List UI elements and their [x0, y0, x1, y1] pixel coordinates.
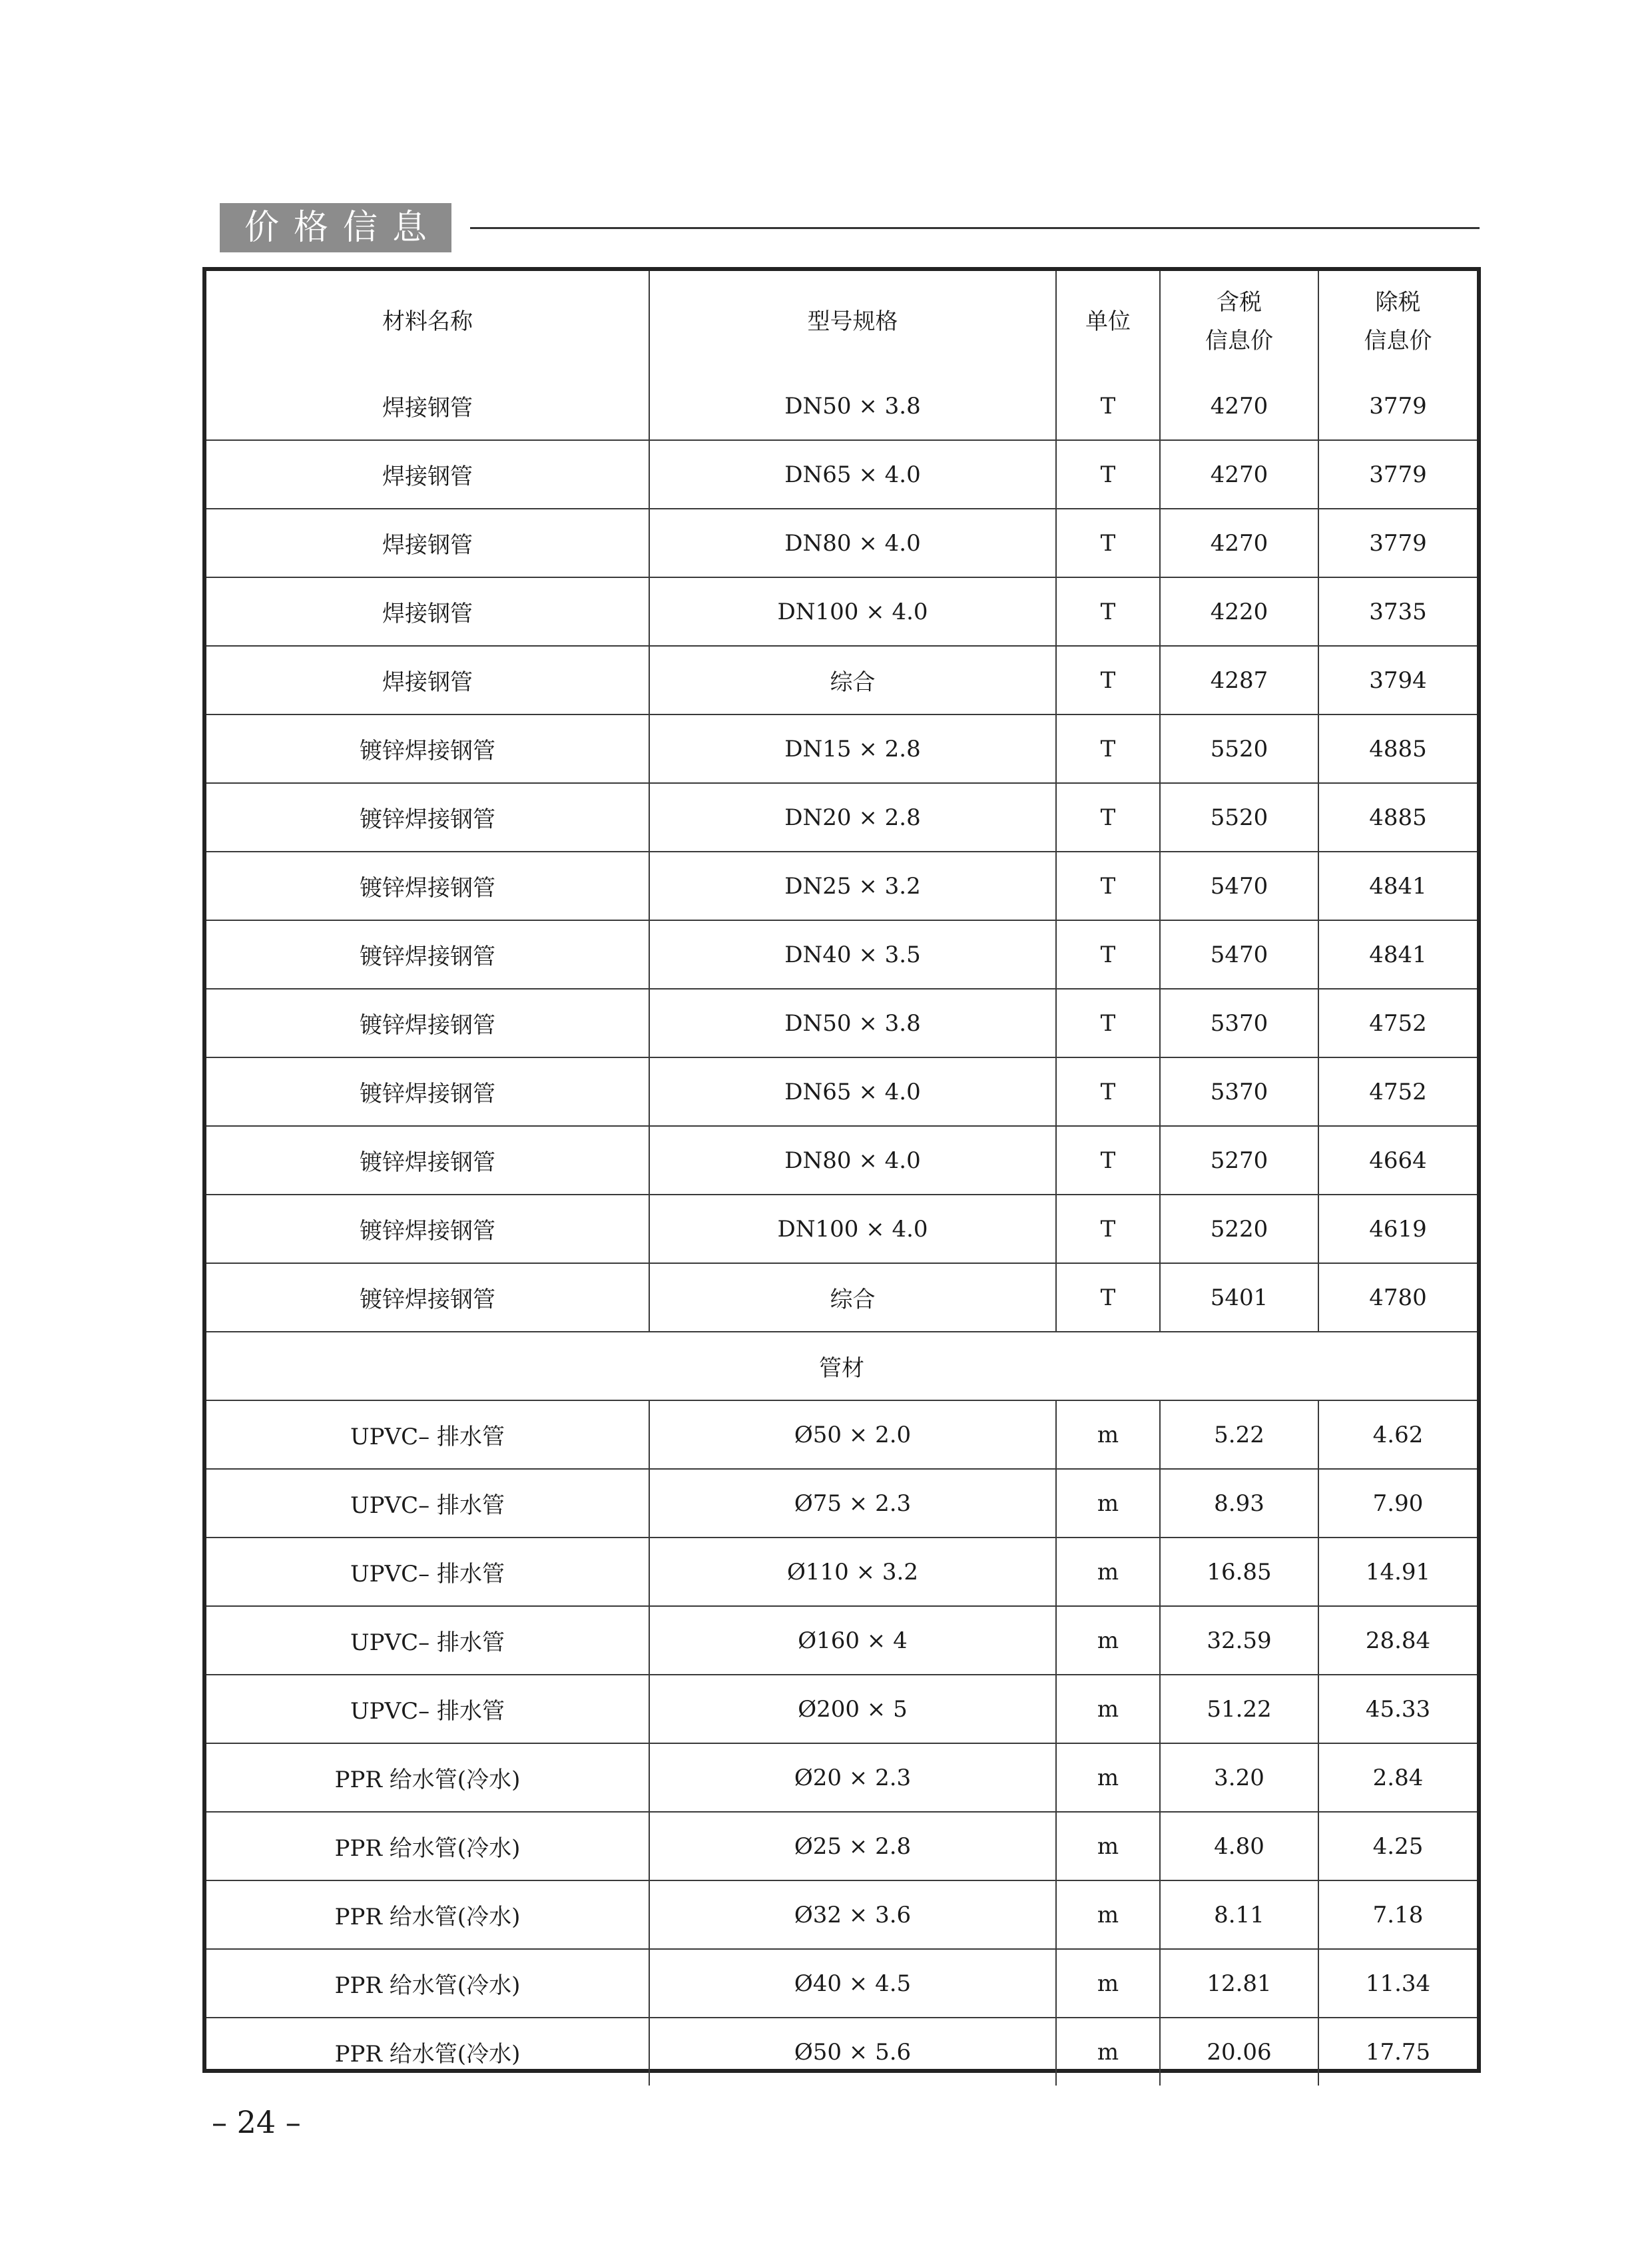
cell-name: 焊接钢管: [206, 440, 649, 509]
cell-taxed: 8.93: [1160, 1469, 1318, 1538]
cell-spec: Ø110 × 3.2: [649, 1538, 1056, 1606]
table-body: [206, 372, 1477, 2086]
cell-name: 焊接钢管: [206, 372, 649, 440]
cell-untaxed: 4841: [1318, 920, 1477, 989]
column-header-taxed-line2: 信息价: [1205, 328, 1273, 354]
cell-untaxed: 14.91: [1318, 1538, 1477, 1606]
cell-unit: T: [1056, 440, 1160, 509]
cell-unit: T: [1056, 646, 1160, 714]
table-row: [206, 509, 1477, 577]
cell-taxed: 4270: [1160, 372, 1318, 440]
cell-unit: m: [1056, 1606, 1160, 1675]
cell-untaxed: 3779: [1318, 440, 1477, 509]
cell-untaxed: 4752: [1318, 989, 1477, 1057]
table-row: [206, 1675, 1477, 1743]
cell-name: PPR 给水管(冷水): [206, 1949, 649, 2018]
cell-spec: DN20 × 2.8: [649, 783, 1056, 852]
cell-spec: Ø50 × 2.0: [649, 1400, 1056, 1469]
cell-spec: Ø50 × 5.6: [649, 2018, 1056, 2086]
table-row: [206, 1606, 1477, 1675]
cell-spec: DN100 × 4.0: [649, 1195, 1056, 1263]
price-table: [206, 271, 1477, 2086]
section-header: [220, 203, 1480, 252]
cell-spec: Ø32 × 3.6: [649, 1880, 1056, 1949]
cell-name: 镀锌焊接钢管: [206, 1126, 649, 1195]
table-row: [206, 1195, 1477, 1263]
cell-untaxed: 3779: [1318, 372, 1477, 440]
cell-taxed: 5470: [1160, 920, 1318, 989]
cell-unit: T: [1056, 714, 1160, 783]
table-row: [206, 646, 1477, 714]
cell-taxed: 5270: [1160, 1126, 1318, 1195]
cell-name: UPVC– 排水管: [206, 1469, 649, 1538]
cell-spec: Ø25 × 2.8: [649, 1812, 1056, 1880]
cell-taxed: 5401: [1160, 1263, 1318, 1332]
cell-taxed: 12.81: [1160, 1949, 1318, 2018]
cell-unit: T: [1056, 1195, 1160, 1263]
cell-unit: T: [1056, 577, 1160, 646]
cell-untaxed: 45.33: [1318, 1675, 1477, 1743]
cell-taxed: 16.85: [1160, 1538, 1318, 1606]
cell-spec: DN15 × 2.8: [649, 714, 1056, 783]
cell-unit: T: [1056, 783, 1160, 852]
cell-name: PPR 给水管(冷水): [206, 1880, 649, 1949]
cell-name: 焊接钢管: [206, 577, 649, 646]
cell-taxed: 3.20: [1160, 1743, 1318, 1812]
cell-name: PPR 给水管(冷水): [206, 1743, 649, 1812]
cell-spec: Ø200 × 5: [649, 1675, 1056, 1743]
cell-taxed: 20.06: [1160, 2018, 1318, 2086]
column-header-untaxed-price: [1318, 271, 1477, 372]
cell-untaxed: 28.84: [1318, 1606, 1477, 1675]
cell-untaxed: 4619: [1318, 1195, 1477, 1263]
cell-spec: DN40 × 3.5: [649, 920, 1056, 989]
cell-unit: T: [1056, 1263, 1160, 1332]
cell-taxed: 5.22: [1160, 1400, 1318, 1469]
cell-spec: Ø20 × 2.3: [649, 1743, 1056, 1812]
section-label: 管材: [206, 1332, 1477, 1400]
cell-spec: Ø160 × 4: [649, 1606, 1056, 1675]
cell-spec: 综合: [649, 646, 1056, 714]
table-row: [206, 1469, 1477, 1538]
cell-taxed: 5220: [1160, 1195, 1318, 1263]
cell-name: 镀锌焊接钢管: [206, 852, 649, 920]
cell-untaxed: 4885: [1318, 783, 1477, 852]
table-row: [206, 714, 1477, 783]
cell-taxed: 32.59: [1160, 1606, 1318, 1675]
cell-name: 焊接钢管: [206, 646, 649, 714]
cell-unit: m: [1056, 1675, 1160, 1743]
table-row: [206, 1880, 1477, 1949]
table-row: [206, 1949, 1477, 2018]
cell-name: 焊接钢管: [206, 509, 649, 577]
cell-untaxed: 7.18: [1318, 1880, 1477, 1949]
column-header-untaxed-line2: 信息价: [1364, 328, 1432, 354]
cell-unit: m: [1056, 1949, 1160, 2018]
price-table-frame: [202, 267, 1481, 2073]
cell-taxed: 4220: [1160, 577, 1318, 646]
cell-name: 镀锌焊接钢管: [206, 920, 649, 989]
cell-spec: Ø40 × 4.5: [649, 1949, 1056, 2018]
cell-taxed: 5470: [1160, 852, 1318, 920]
cell-untaxed: 4.62: [1318, 1400, 1477, 1469]
cell-taxed: 4.80: [1160, 1812, 1318, 1880]
cell-spec: DN50 × 3.8: [649, 989, 1056, 1057]
cell-taxed: 5520: [1160, 714, 1318, 783]
cell-taxed: 5520: [1160, 783, 1318, 852]
page-number: – 24 –: [212, 2104, 301, 2140]
cell-untaxed: 3794: [1318, 646, 1477, 714]
cell-untaxed: 4752: [1318, 1057, 1477, 1126]
cell-unit: m: [1056, 2018, 1160, 2086]
cell-untaxed: 4780: [1318, 1263, 1477, 1332]
cell-untaxed: 17.75: [1318, 2018, 1477, 2086]
cell-name: PPR 给水管(冷水): [206, 2018, 649, 2086]
table-row: [206, 1812, 1477, 1880]
cell-unit: m: [1056, 1538, 1160, 1606]
table-row: [206, 1538, 1477, 1606]
cell-untaxed: 3779: [1318, 509, 1477, 577]
cell-spec: Ø75 × 2.3: [649, 1469, 1056, 1538]
cell-name: 镀锌焊接钢管: [206, 989, 649, 1057]
cell-spec: DN25 × 3.2: [649, 852, 1056, 920]
cell-spec: DN100 × 4.0: [649, 577, 1056, 646]
cell-untaxed: 4841: [1318, 852, 1477, 920]
cell-unit: T: [1056, 509, 1160, 577]
cell-unit: T: [1056, 1126, 1160, 1195]
cell-unit: m: [1056, 1469, 1160, 1538]
column-header-unit: 单位: [1056, 271, 1160, 372]
cell-name: UPVC– 排水管: [206, 1400, 649, 1469]
table-row: [206, 1126, 1477, 1195]
cell-spec: DN65 × 4.0: [649, 1057, 1056, 1126]
header-rule: [470, 227, 1480, 229]
cell-name: UPVC– 排水管: [206, 1675, 649, 1743]
column-header-taxed-line1: 含税: [1217, 289, 1262, 316]
cell-untaxed: 4885: [1318, 714, 1477, 783]
cell-name: 镀锌焊接钢管: [206, 714, 649, 783]
cell-taxed: 5370: [1160, 1057, 1318, 1126]
column-header-spec: 型号规格: [649, 271, 1056, 372]
cell-name: UPVC– 排水管: [206, 1606, 649, 1675]
cell-spec: DN65 × 4.0: [649, 440, 1056, 509]
cell-spec: DN80 × 4.0: [649, 509, 1056, 577]
table-row: [206, 989, 1477, 1057]
table-header-row: [206, 271, 1477, 372]
cell-spec: DN80 × 4.0: [649, 1126, 1056, 1195]
cell-taxed: 4270: [1160, 509, 1318, 577]
cell-taxed: 8.11: [1160, 1880, 1318, 1949]
table-row: [206, 852, 1477, 920]
section-row: [206, 1332, 1477, 1400]
cell-name: UPVC– 排水管: [206, 1538, 649, 1606]
column-header-taxed-price: [1160, 271, 1318, 372]
cell-untaxed: 3735: [1318, 577, 1477, 646]
cell-unit: T: [1056, 852, 1160, 920]
cell-name: 镀锌焊接钢管: [206, 1263, 649, 1332]
table-row: [206, 920, 1477, 989]
cell-name: PPR 给水管(冷水): [206, 1812, 649, 1880]
table-row: [206, 577, 1477, 646]
cell-unit: m: [1056, 1400, 1160, 1469]
cell-unit: T: [1056, 920, 1160, 989]
table-row: [206, 372, 1477, 440]
table-row: [206, 1400, 1477, 1469]
table-row: [206, 1263, 1477, 1332]
cell-untaxed: 7.90: [1318, 1469, 1477, 1538]
section-title-tag: 价格信息: [220, 203, 451, 252]
table-row: [206, 440, 1477, 509]
cell-spec: 综合: [649, 1263, 1056, 1332]
cell-taxed: 4270: [1160, 440, 1318, 509]
cell-untaxed: 2.84: [1318, 1743, 1477, 1812]
cell-untaxed: 4664: [1318, 1126, 1477, 1195]
cell-taxed: 4287: [1160, 646, 1318, 714]
cell-name: 镀锌焊接钢管: [206, 1195, 649, 1263]
column-header-name: 材料名称: [206, 271, 649, 372]
cell-unit: m: [1056, 1743, 1160, 1812]
table-row: [206, 1743, 1477, 1812]
cell-unit: T: [1056, 989, 1160, 1057]
cell-unit: m: [1056, 1880, 1160, 1949]
cell-name: 镀锌焊接钢管: [206, 1057, 649, 1126]
cell-name: 镀锌焊接钢管: [206, 783, 649, 852]
cell-taxed: 5370: [1160, 989, 1318, 1057]
cell-unit: m: [1056, 1812, 1160, 1880]
table-row: [206, 1057, 1477, 1126]
table-row: [206, 783, 1477, 852]
cell-spec: DN50 × 3.8: [649, 372, 1056, 440]
column-header-untaxed-line1: 除税: [1375, 289, 1421, 316]
cell-taxed: 51.22: [1160, 1675, 1318, 1743]
cell-unit: T: [1056, 372, 1160, 440]
table-row: [206, 2018, 1477, 2086]
cell-untaxed: 11.34: [1318, 1949, 1477, 2018]
cell-untaxed: 4.25: [1318, 1812, 1477, 1880]
cell-unit: T: [1056, 1057, 1160, 1126]
